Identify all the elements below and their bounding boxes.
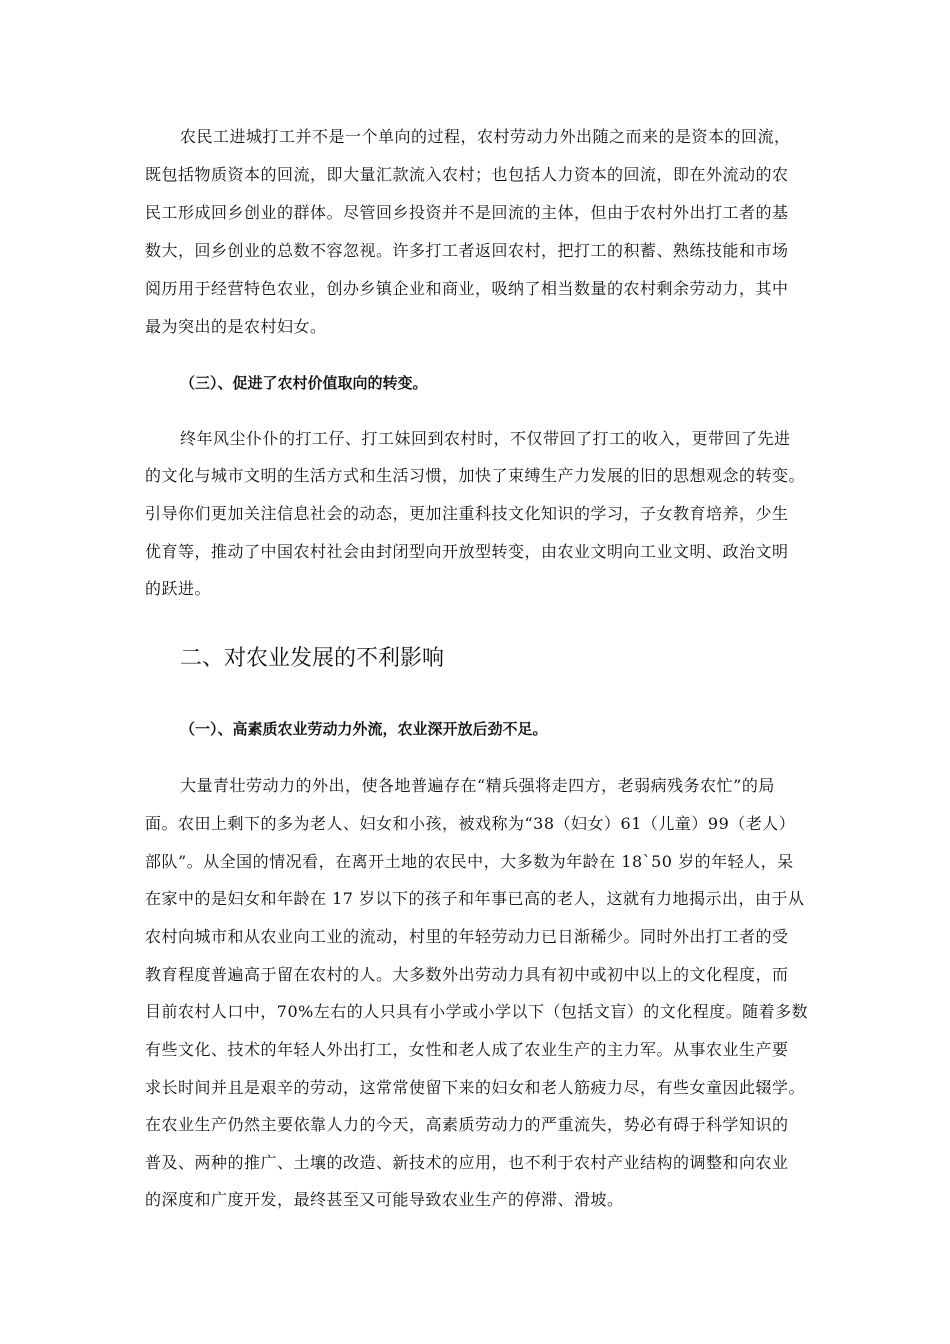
paragraph3-line-2: 面。农田上剩下的多为老人、妇女和小孩，被戏称为“38（妇女）61（儿童）99（老人） — [145, 814, 796, 833]
paragraph3-line-5: 农村向城市和从农业向工业的流动，村里的年轻劳动力已日渐稀少。同时外出打工者的受 — [145, 927, 789, 946]
paragraph3-line-6: 教育程度普遍高于留在农村的人。大多数外出劳动力具有初中或初中以上的文化程度，而 — [145, 965, 789, 984]
paragraph2-line-3: 引导你们更加关注信息社会的动态，更加注重科技文化知识的学习，子女教育培养，少生 — [145, 504, 789, 523]
paragraph3-line-4: 在家中的是妇女和年龄在 17 岁以下的孩子和年事已高的老人，这就有力地揭示出，由于从 — [145, 889, 805, 908]
section-heading: 二、对农业发展的不利影响 — [180, 646, 445, 671]
subheading-3: （三）、促进了农村价值取向的转变。 — [180, 374, 428, 392]
paragraph3-line-1: 大量青壮劳动力的外出，使各地普遍存在“精兵强将走四方，老弱病残务农忙”的局 — [180, 776, 775, 795]
paragraph3-line-7: 目前农村人口中，70%左右的人只具有小学或小学以下（包括文盲）的文化程度。随着多数 — [145, 1002, 809, 1021]
paragraph2-line-2: 的文化与城市文明的生活方式和生活习惯，加快了束缚生产力发展的旧的思想观念的转变。 — [145, 466, 806, 485]
paragraph1-line-5: 阅历用于经营特色农业，创办乡镇企业和商业，吸纳了相当数量的农村剩余劳动力，其中 — [145, 279, 789, 298]
paragraph2-line-4: 优育等，推动了中国农村社会由封闭型向开放型转变，由农业文明向工业文明、政治文明 — [145, 542, 789, 561]
paragraph1-line-1: 农民工进城打工并不是一个单向的过程，农村劳动力外出随之而来的是资本的回流， — [180, 127, 791, 146]
paragraph1-line-6: 最为突出的是农村妇女。 — [145, 317, 327, 336]
paragraph3-line-12: 的深度和广度开发，最终甚至又可能导致农业生产的停滞、滑坡。 — [145, 1190, 624, 1209]
paragraph2-line-1: 终年风尘仆仆的打工仔、打工妹回到农村时，不仅带回了打工的收入，更带回了先进 — [180, 429, 791, 448]
subheading-1: （一）、高素质农业劳动力外流，农业深开放后劲不足。 — [180, 720, 548, 738]
paragraph2-line-5: 的跃进。 — [145, 579, 212, 598]
paragraph1-line-4: 数大，回乡创业的总数不容忽视。许多打工者返回农村，把打工的积蓄、熟练技能和市场 — [145, 241, 789, 260]
paragraph3-line-10: 在农业生产仍然主要依靠人力的今天，高素质劳动力的严重流失，势必有碍于科学知识的 — [145, 1115, 789, 1134]
paragraph3-line-11: 普及、两种的推广、土壤的改造、新技术的应用，也不利于农村产业结构的调整和向农业 — [145, 1153, 789, 1172]
paragraph3-line-9: 求长时间并且是艰辛的劳动，这常常使留下来的妇女和老人筋疲力尽，有些女童因此辍学。 — [145, 1078, 806, 1097]
paragraph3-line-3: 部队”。从全国的情况看，在离开土地的农民中，大多数为年龄在 18`50 岁的年轻人，呆 — [145, 852, 794, 871]
paragraph3-line-8: 有些文化、技术的年轻人外出打工，女性和老人成了农业生产的主力军。从事农业生产要 — [145, 1040, 789, 1059]
paragraph1-line-3: 民工形成回乡创业的群体。尽管回乡投资并不是回流的主体，但由于农村外出打工者的基 — [145, 203, 789, 222]
paragraph1-line-2: 既包括物质资本的回流，即大量汇款流入农村；也包括人力资本的回流，即在外流动的农 — [145, 165, 789, 184]
